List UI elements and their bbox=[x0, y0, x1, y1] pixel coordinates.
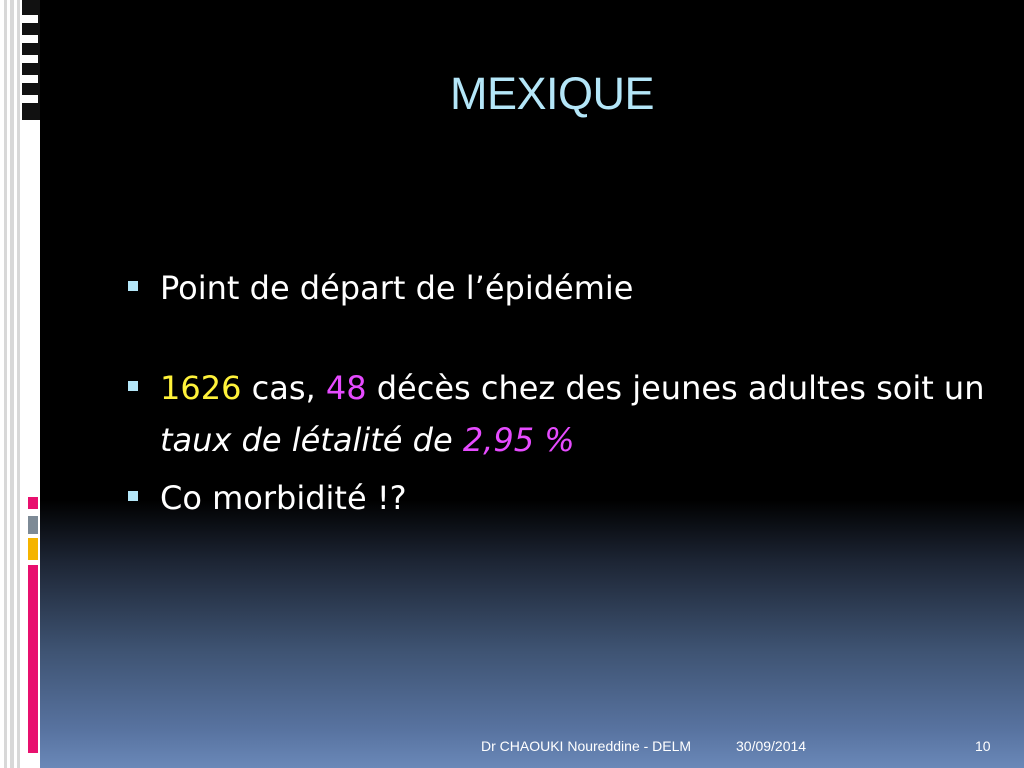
deco-line-2 bbox=[22, 34, 39, 44]
bullet-square-icon bbox=[128, 281, 138, 291]
bullet-3-text: Co morbidité !? bbox=[160, 479, 407, 517]
bullet-list bbox=[128, 262, 988, 524]
left-decoration-band bbox=[0, 0, 40, 768]
left-stripe-2 bbox=[10, 0, 14, 768]
cases-suffix: cas, bbox=[241, 369, 326, 407]
bullet-item-3 bbox=[128, 472, 988, 524]
deco-line-4 bbox=[22, 74, 39, 84]
deco-line-5 bbox=[22, 94, 39, 104]
deco-line-1 bbox=[22, 14, 39, 24]
footer-date: 30/09/2014 bbox=[736, 738, 807, 754]
bullet-item-1 bbox=[128, 262, 988, 314]
left-stripe-3 bbox=[17, 0, 20, 768]
deco-gray bbox=[28, 516, 38, 534]
left-stripe-1 bbox=[4, 0, 7, 768]
footer-page-number: 10 bbox=[975, 738, 991, 754]
deco-magenta-small bbox=[28, 497, 38, 509]
bullet-1-text: Point de départ de l’épidémie bbox=[160, 269, 634, 307]
cases-count: 1626 bbox=[160, 369, 242, 407]
deaths-count: 48 bbox=[325, 369, 367, 407]
footer-author: Dr CHAOUKI Noureddine - DELM bbox=[481, 738, 692, 754]
slide-title: MEXIQUE bbox=[449, 68, 655, 119]
bullet-square-icon bbox=[128, 381, 138, 391]
lethality-rate: 2,95 % bbox=[462, 421, 575, 459]
deco-yellow bbox=[28, 538, 38, 560]
bullet-item-2 bbox=[128, 362, 988, 466]
lethality-label: taux de létalité de bbox=[160, 421, 463, 459]
deco-magenta-long bbox=[28, 565, 38, 753]
bullet-square-icon bbox=[128, 491, 138, 501]
deco-line-3 bbox=[22, 54, 39, 64]
deaths-suffix: décès chez des jeunes adultes soit un bbox=[366, 369, 985, 407]
